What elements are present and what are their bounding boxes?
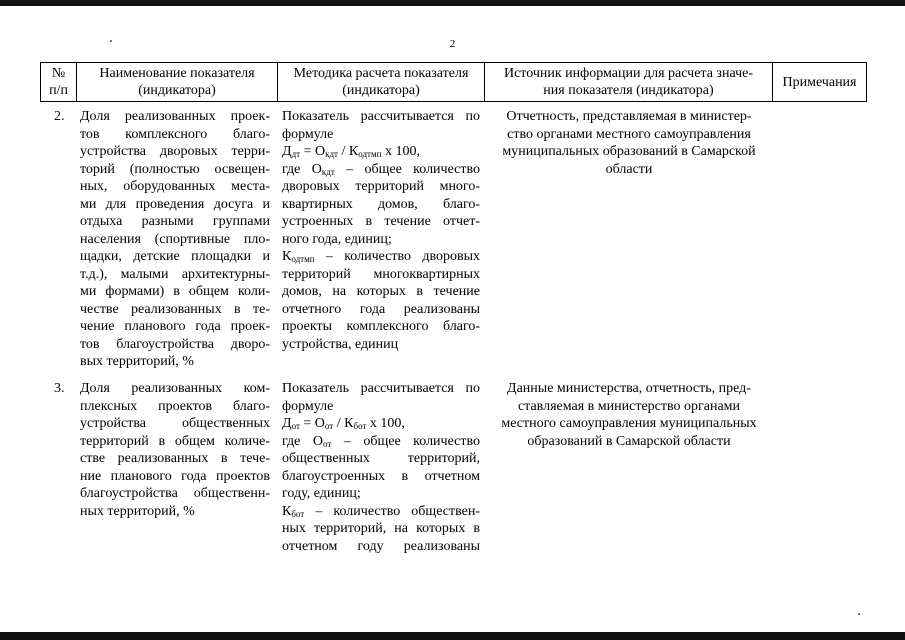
- header-indicator-name: Наименование показателя (индикатора): [99, 66, 255, 98]
- text-line: проекты комплексного благо-: [282, 319, 480, 334]
- text-line: вых территорий, %: [80, 354, 194, 369]
- row-number: 2.: [54, 109, 65, 124]
- text-line: Показатель рассчитывается по: [282, 109, 480, 124]
- text-line: устройства дворовых терри-: [80, 144, 270, 159]
- text-line: ных территорий, на которых в: [282, 521, 480, 536]
- text-line: $Д_{от} = О_{от} / К_{бот}$ x 100,: [282, 416, 405, 431]
- text-line: благоустройства общественн-: [80, 486, 270, 501]
- information-source: [487, 108, 771, 178]
- scan-speck: [858, 613, 860, 615]
- text-line: отдыха разными группами: [80, 214, 270, 229]
- text-line: Доля реализованных ком-: [80, 381, 270, 396]
- text-line: ми формами) в общем коли-: [80, 284, 270, 299]
- text-line: ние планового года проектов: [80, 468, 270, 484]
- text-line: $К_{одтмп}$ – количество дворовых: [282, 249, 480, 264]
- text-line: $Д_{дт} = О_{кдт} / К_{одтмп}$ x 100,: [282, 144, 420, 159]
- text-line: отчетного года реализованы: [282, 301, 480, 317]
- text-line: муниципальных образований в Самарской: [502, 144, 756, 159]
- text-line: общественных территорий,: [282, 451, 480, 466]
- text-line: плексных проектов благо-: [80, 398, 270, 414]
- calculation-method: [282, 108, 480, 353]
- header-method: Методика расчета показателя (индикатора): [293, 66, 469, 98]
- text-line: устройства общественных: [80, 416, 270, 431]
- text-line: щадки, детские площадки и: [80, 249, 270, 264]
- text-line: $К_{бот}$ – количество обществен-: [282, 503, 480, 519]
- text-line: где $О_{кдт}$ – общее количество: [282, 161, 480, 177]
- row-number: 3.: [54, 381, 65, 396]
- page-number: 2: [449, 38, 456, 50]
- header-number: № п/п: [49, 66, 68, 98]
- text-line: ми для проведения досуга и: [80, 196, 270, 212]
- text-line: формуле: [282, 398, 334, 414]
- text-line: т.д.), малыми архитектурны-: [80, 266, 270, 282]
- text-line: честве реализованных в те-: [80, 301, 270, 317]
- text-line: населения (спортивные пло-: [80, 231, 270, 247]
- text-line: отчетном году реализованы: [282, 538, 480, 554]
- text-line: Показатель рассчитывается по: [282, 381, 480, 396]
- text-line: устройства, единиц: [282, 336, 399, 352]
- text-line: Доля реализованных проек-: [80, 109, 270, 124]
- indicator-name: [80, 108, 270, 371]
- text-line: устроенных в течение отчет-: [282, 214, 480, 229]
- text-line: году, единиц;: [282, 486, 361, 501]
- text-line: области: [605, 161, 653, 177]
- text-line: территорий в общем количе-: [80, 433, 270, 449]
- text-line: ного года, единиц;: [282, 231, 392, 247]
- text-line: ставляемая в министерство органами: [517, 398, 741, 414]
- text-line: благоустроенных в отчетном: [282, 468, 480, 484]
- text-line: тов комплексного благо-: [80, 126, 270, 142]
- text-line: дворовых территорий много-: [282, 179, 480, 194]
- text-line: территорий многоквартирных: [282, 266, 480, 282]
- text-line: торий (полностью освещен-: [80, 161, 270, 177]
- text-line: тов благоустройства дворо-: [80, 336, 270, 352]
- text-line: Данные министерства, отчетность, пред-: [507, 381, 751, 396]
- information-source: [487, 380, 771, 450]
- indicator-name: [80, 380, 270, 520]
- bottom-scan-border: [0, 632, 905, 640]
- text-line: чение планового года проек-: [80, 319, 270, 334]
- text-line: квартирных домов, благо-: [282, 196, 480, 212]
- text-line: где $О_{от}$ – общее количество: [282, 433, 480, 449]
- text-line: домов, на которых в течение: [282, 284, 480, 299]
- text-line: Отчетность, представляемая в министер-: [506, 109, 752, 124]
- header-notes: Примечания: [782, 74, 857, 90]
- text-line: образований в Самарской области: [527, 433, 731, 449]
- top-scan-border: [0, 0, 905, 6]
- text-line: формуле: [282, 126, 334, 142]
- header-source: Источник информации для расчета значе- ния показателя (индикатора): [503, 66, 754, 98]
- text-line: местного самоуправления муниципальных: [501, 416, 757, 431]
- text-line: стве реализованных в тече-: [80, 451, 270, 466]
- text-line: ных, оборудованных места-: [80, 179, 270, 194]
- text-line: ство органами местного самоуправления: [507, 126, 751, 142]
- calculation-method: [282, 380, 480, 555]
- text-line: ных территорий, %: [80, 503, 195, 519]
